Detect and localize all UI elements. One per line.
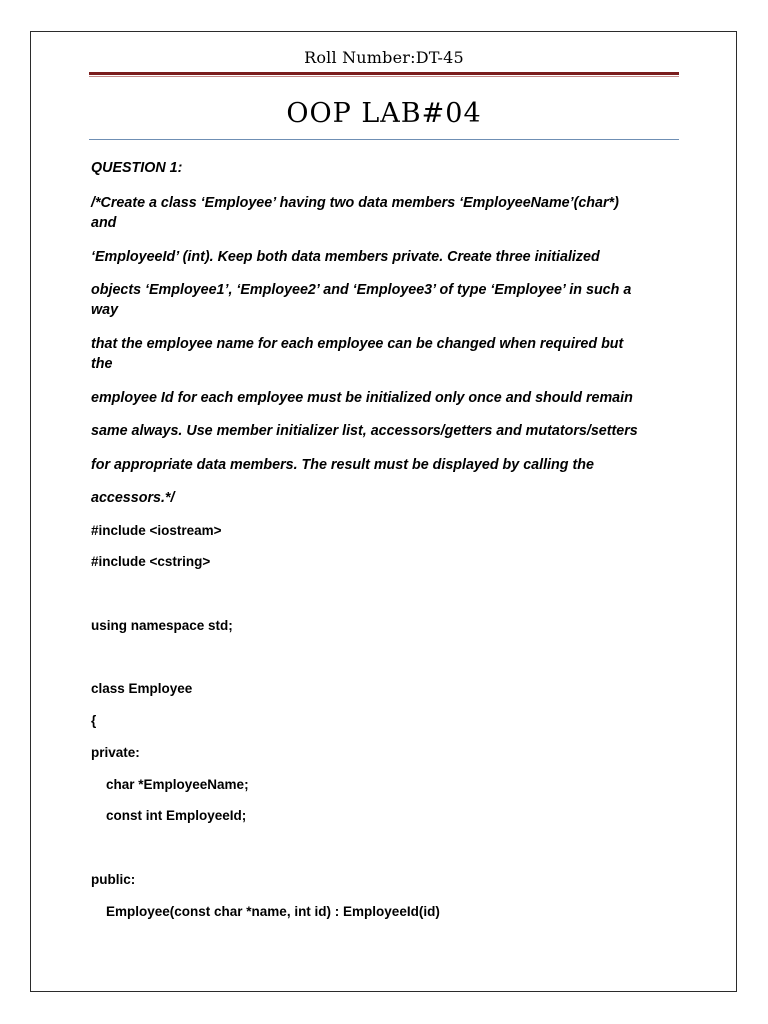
header-rule-thin bbox=[89, 76, 679, 77]
question-line: ‘EmployeeId’ (int). Keep both data members private. Create three initialized bbox=[91, 249, 600, 265]
code-line: using namespace std; bbox=[91, 618, 233, 633]
question-line: same always. Use member initializer list, accessors/getters and mutators/setters bbox=[91, 423, 638, 439]
code-line: private: bbox=[91, 745, 140, 760]
question-line: employee Id for each employee must be initialized only once and should remain bbox=[91, 390, 633, 406]
question-line: the bbox=[91, 356, 113, 372]
code-line: class Employee bbox=[91, 681, 193, 696]
question-line: /*Create a class ‘Employee’ having two data members ‘EmployeeName’(char*) bbox=[91, 195, 619, 211]
code-line: const int EmployeeId; bbox=[106, 808, 247, 823]
code-line: public: bbox=[91, 872, 136, 887]
title-underline bbox=[89, 139, 679, 140]
question-line: objects ‘Employee1’, ‘Employee2’ and ‘Employee3’ of type ‘Employee’ in such a bbox=[91, 282, 632, 298]
code-line: char *EmployeeName; bbox=[106, 777, 249, 792]
code-line: #include <cstring> bbox=[91, 554, 211, 569]
document-title: OOP LAB#04 bbox=[286, 98, 482, 129]
header-rule-thick bbox=[89, 72, 679, 75]
code-line: Employee(const char *name, int id) : EmployeeId(id) bbox=[106, 904, 440, 919]
code-line: { bbox=[91, 713, 97, 728]
question-line: and bbox=[91, 215, 117, 231]
question-line: way bbox=[91, 302, 119, 318]
question-line: accessors.*/ bbox=[91, 490, 175, 506]
question-heading: QUESTION 1: bbox=[91, 160, 183, 176]
code-line: #include <iostream> bbox=[91, 523, 222, 538]
question-line: that the employee name for each employee can be changed when required but bbox=[91, 336, 624, 352]
question-line: for appropriate data members. The result must be displayed by calling the bbox=[91, 457, 594, 473]
roll-number-header: Roll Number:DT-45 bbox=[304, 48, 464, 67]
